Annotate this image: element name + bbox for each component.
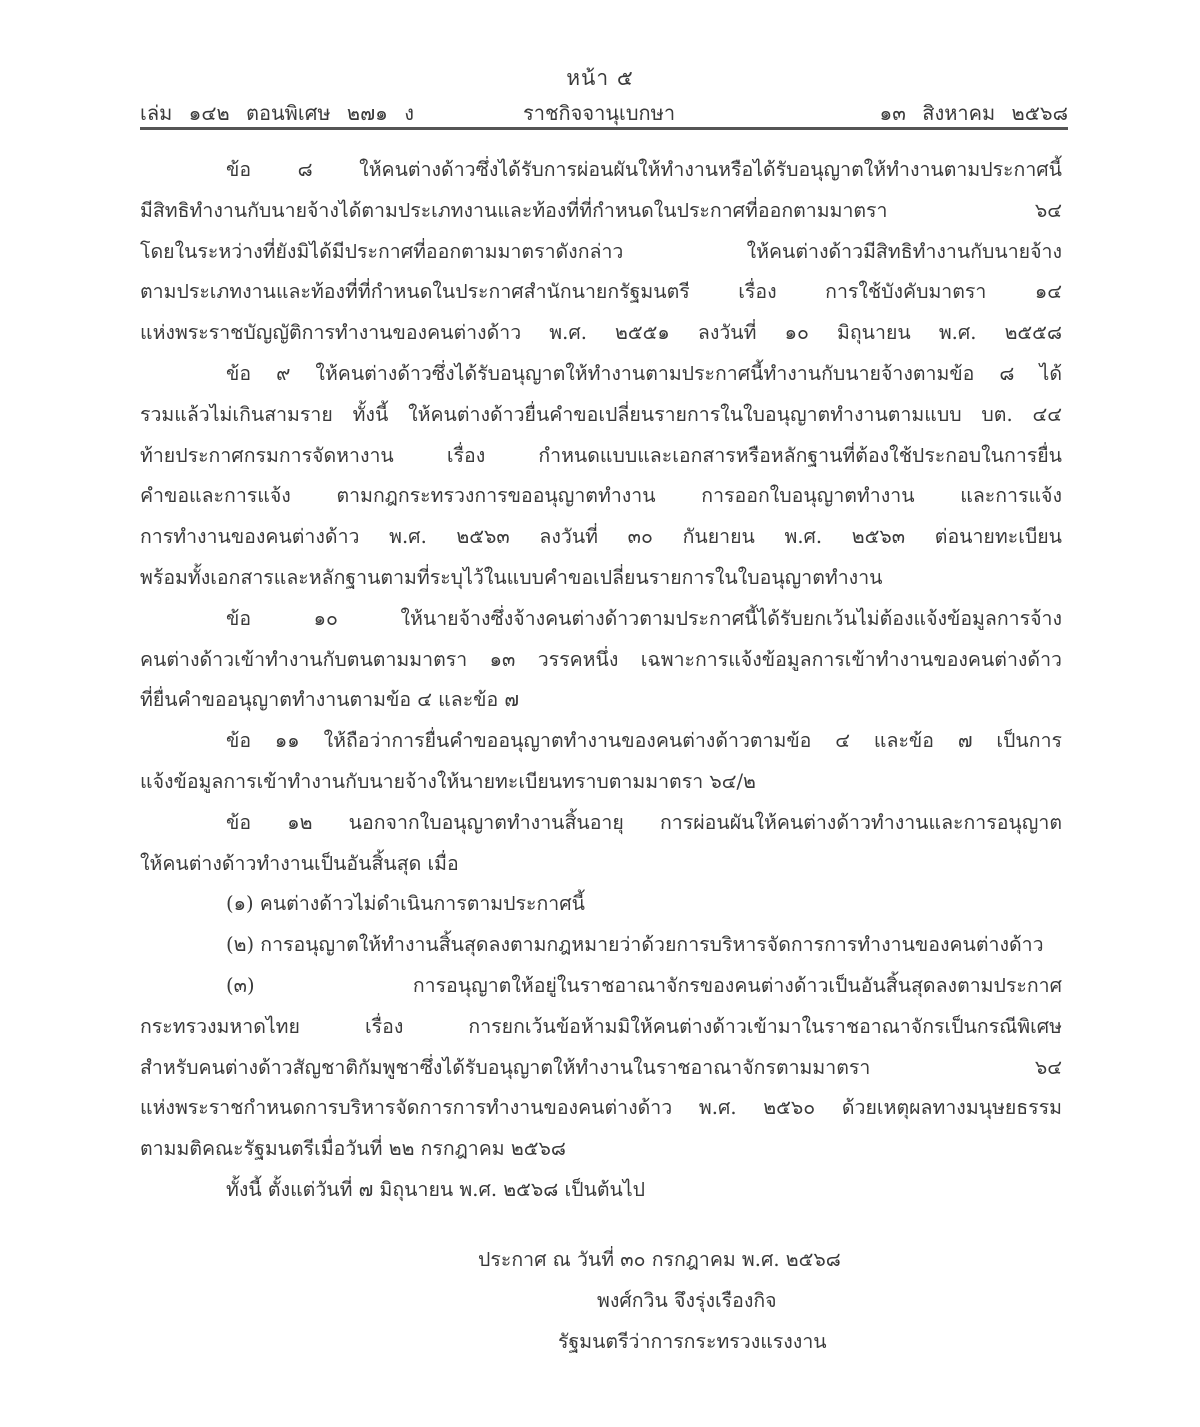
clause-9-line-1: ข้อ ๙ ให้คนต่างด้าวซึ่งได้รับอนุญาตให้ทำงานตามประกาศนี้ทำงานกับนายจ้างตามข้อ ๘ ได้ [226, 361, 1062, 385]
clause-12-item-3-line-5: ตามมติคณะรัฐมนตรีเมื่อวันที่ ๒๒ กรกฎาคม ๒๕๖๘ [140, 1137, 566, 1161]
page-number: หน้า ๕ [566, 66, 634, 90]
clause-10-line-1: ข้อ ๑๐ ให้นายจ้างซึ่งจ้างคนต่างด้าวตามประกาศนี้ได้รับยกเว้นไม่ต้องแจ้งข้อมูลการจ้าง [226, 606, 1062, 630]
clause-12-item-3-line-4: แห่งพระราชกำหนดการบริหารจัดการการทำงานของคนต่างด้าว พ.ศ. ๒๕๖๐ ด้วยเหตุผลทางมนุษยธรรม [140, 1096, 1062, 1120]
volume-issue: เล่ม ๑๔๒ ตอนพิเศษ ๒๗๑ ง [140, 101, 414, 125]
header-divider [140, 127, 1068, 130]
clause-11-line-1: ข้อ ๑๑ ให้ถือว่าการยื่นคำขออนุญาตทำงานของคนต่างด้าวตามข้อ ๔ และข้อ ๗ เป็นการ [226, 729, 1062, 753]
clause-12-line-1: ข้อ ๑๒ นอกจากใบอนุญาตทำงานสิ้นอายุ การผ่อนผันให้คนต่างด้าวทำงานและการอนุญาต [226, 810, 1062, 834]
clause-9-line-4: คำขอและการแจ้ง ตามกฎกระทรวงการขออนุญาตทำงาน การออกใบอนุญาตทำงาน และการแจ้ง [140, 484, 1062, 508]
clause-9-line-3: ท้ายประกาศกรมการจัดหางาน เรื่อง กำหนดแบบและเอกสารหรือหลักฐานที่ต้องใช้ประกอบในการยื่น [140, 443, 1062, 467]
gazette-title: ราชกิจจานุเบกษา [523, 101, 676, 125]
clause-9-line-2: รวมแล้วไม่เกินสามราย ทั้งนี้ ให้คนต่างด้าวยื่นคำขอเปลี่ยนรายการในใบอนุญาตทำงานตามแบบ บต. ๔๔ [140, 402, 1062, 426]
clause-8-line-5: แห่งพระราชบัญญัติการทำงานของคนต่างด้าว พ.ศ. ๒๕๕๑ ลงวันที่ ๑๐ มิถุนายน พ.ศ. ๒๕๕๘ [140, 321, 1062, 345]
clause-9-line-6: พร้อมทั้งเอกสารและหลักฐานตามที่ระบุไว้ในแบบคำขอเปลี่ยนรายการในใบอนุญาตทำงาน [140, 565, 883, 589]
signatory-name: พงศ์กวิน จึงรุ่งเรืองกิจ [597, 1289, 777, 1312]
signatory-position: รัฐมนตรีว่าการกระทรวงแรงงาน [558, 1330, 827, 1353]
publication-date: ๑๓ สิงหาคม ๒๕๖๘ [879, 101, 1068, 125]
clause-8-line-1: ข้อ ๘ ให้คนต่างด้าวซึ่งได้รับการผ่อนผันให้ทำงานหรือได้รับอนุญาตให้ทำงานตามประกาศนี้ [226, 158, 1062, 181]
clause-11-line-2: แจ้งข้อมูลการเข้าทำงานกับนายจ้างให้นายทะเบียนทราบตามมาตรา ๖๔/๒ [140, 769, 756, 793]
announcement-body [140, 150, 1062, 1211]
clause-12-item-2: (๒) การอนุญาตให้ทำงานสิ้นสุดลงตามกฎหมายว่าด้วยการบริหารจัดการการทำงานของคนต่างด้าว [226, 933, 1044, 957]
clause-8-line-3: โดยในระหว่างที่ยังมิได้มีประกาศที่ออกตามมาตราดังกล่าว ให้คนต่างด้าวมีสิทธิทำงานกับนายจ้าง [140, 239, 1062, 263]
clause-10-line-2: คนต่างด้าวเข้าทำงานกับตนตามมาตรา ๑๓ วรรคหนึ่ง เฉพาะการแจ้งข้อมูลการเข้าทำงานของคนต่างด้าว [140, 647, 1062, 671]
clause-12-item-3-line-1: (๓) การอนุญาตให้อยู่ในราชอาณาจักรของคนต่างด้าวเป็นอันสิ้นสุดลงตามประกาศ [226, 973, 1062, 997]
clause-12-item-3-line-2: กระทรวงมหาดไทย เรื่อง การยกเว้นข้อห้ามมิให้คนต่างด้าวเข้ามาในราชอาณาจักรเป็นกรณีพิเศษ [140, 1014, 1062, 1038]
clause-12-item-3-line-3: สำหรับคนต่างด้าวสัญชาติกัมพูชาซึ่งได้รับอนุญาตให้ทำงานในราชอาณาจักรตามมาตรา ๖๔ [140, 1055, 1062, 1079]
clause-8-line-2: มีสิทธิทำงานกับนายจ้างได้ตามประเภทงานและท้องที่ที่กำหนดในประกาศที่ออกตามมาตรา ๖๔ [140, 198, 1062, 222]
clause-12-item-1: (๑) คนต่างด้าวไม่ดำเนินการตามประกาศนี้ [226, 892, 585, 916]
clause-10-line-3: ที่ยื่นคำขออนุญาตทำงานตามข้อ ๔ และข้อ ๗ [140, 688, 520, 712]
effective-date-line: ทั้งนี้ ตั้งแต่วันที่ ๗ มิถุนายน พ.ศ. ๒๕๖๘ เป็นต้นไป [226, 1177, 646, 1201]
clause-9-line-5: การทำงานของคนต่างด้าว พ.ศ. ๒๕๖๓ ลงวันที่ ๓๐ กันยายน พ.ศ. ๒๕๖๓ ต่อนายทะเบียน [140, 525, 1062, 549]
announcement-date: ประกาศ ณ วันที่ ๓๐ กรกฎาคม พ.ศ. ๒๕๖๘ [478, 1248, 841, 1271]
clause-12-line-2: ให้คนต่างด้าวทำงานเป็นอันสิ้นสุด เมื่อ [140, 851, 459, 875]
gazette-header [140, 97, 1068, 125]
clause-8-line-4: ตามประเภทงานและท้องที่ที่กำหนดในประกาศสำนักนายกรัฐมนตรี เรื่อง การใช้บังคับมาตรา ๑๔ [140, 280, 1062, 304]
